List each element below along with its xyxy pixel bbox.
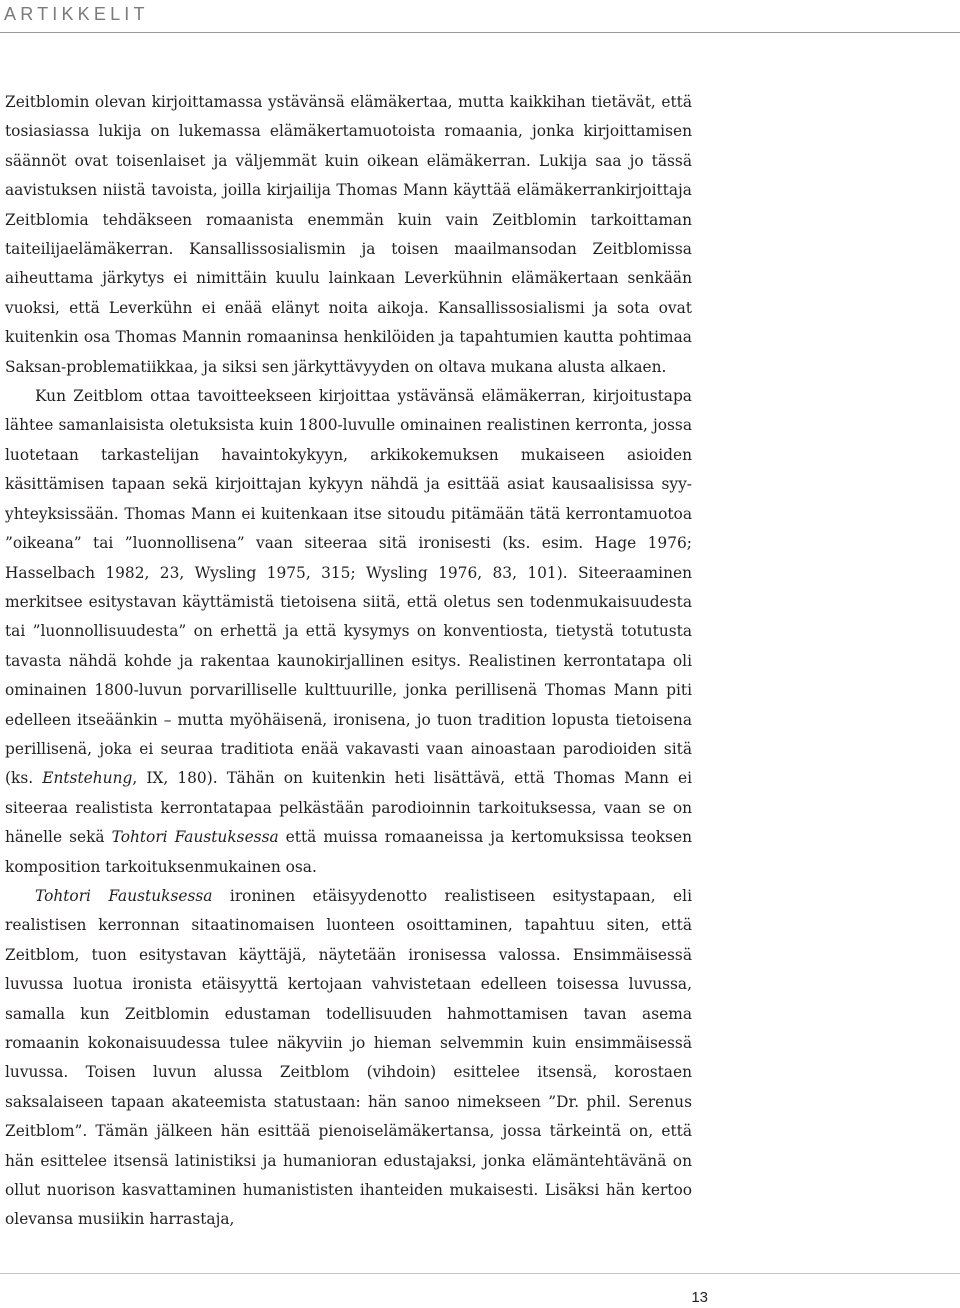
work-title-tohtori-faustus: Tohtori Faustuksessa <box>111 828 279 847</box>
work-title-tohtori-faustus: Tohtori Faustuksessa <box>35 886 213 905</box>
article-body <box>5 88 692 1235</box>
header-divider <box>0 32 960 33</box>
paragraph-text: Zeitblomin olevan kirjoittamassa ystävänsä elämäkertaa, mutta kaikkihan tietävät, että tosiasiassa lukija on lukemassa elämäkertamuotoista romaania, jonka kirjoittamisen säännöt ovat toisenlaiset ja väljemmät kuin oikean elämäkerran. Lukija saa jo tässä aavistuksen niistä tavoista, joilla kirjailija Thomas Mann käyttää elämäkerrankirjoittaja Zeitblomia tehdäkseen romaanista enemmän kuin vain Zeitblomin tarkoittaman taiteilijaelämäkerran. Kansallissosialismin ja toisen maailmansodan Zeitblomissa aiheuttama järkytys ei nimittäin kuulu lainkaan Leverkühnin elämäkertaan senkään vuoksi, että Leverkühn ei enää elänyt noita aikoja. Kansallissosialismi ja sota ovat kuitenkin osa Thomas Mannin romaaninsa henkilöiden ja tapahtumien kautta pohtimaa Saksan-problematiikkaa, ja siksi sen järkyttävyyden on oltava mukana alusta alkaen. <box>5 93 692 376</box>
work-title-entstehung: Entstehung <box>42 769 133 788</box>
paragraph-text: ironinen etäisyydenotto realistiseen esitystapaan, eli realistisen kerronnan sitaatinomaisen luonteen osoittaminen, tapahtuu siten, että Zeitblom, tuon esitystavan käyttäjä, näytetään ironisessa valossa. Ensimmäisessä luvussa luotua ironista etäisyyttä kertojaan vahvistetaan edelleen toisessa luvussa, samalla kun Zeitblomin edustaman todellisuuden hahmottamisen tavan asema romaanin kokonaisuudessa tulee näkyviin jo hieman selvemmin kuin ensimmäisessä luvussa. Toisen luvun alussa Zeitblom (vihdoin) esittelee itsensä, korostaen saksalaiseen tapaan akateemista statustaan: hän sanoo nimekseen ”Dr. phil. Serenus Zeitblom”. Tämän jälkeen hän esittää pienoiselämäkertansa, jossa tärkeintä on, että hän esittelee itsensä latinistiksi ja humanioran edustajaksi, jonka elämäntehtävänä on ollut nuorison kasvattaminen humanististen ihanteiden mukaisesti. Lisäksi hän kertoo olevansa musiikin harrastaja, <box>5 886 692 1229</box>
paragraph-1 <box>5 88 692 382</box>
paragraph-text: , IX, 180). Tähän on kuitenkin heti lisättävä, että Thomas Mann ei siteeraa realistista kerrontatapaa pelkästään parodioinnin tarkoituksessa, vaan se on hänelle sekä <box>5 769 692 847</box>
footer-divider <box>0 1273 960 1274</box>
paragraph-2 <box>5 382 692 882</box>
paragraph-text: Kun Zeitblom ottaa tavoitteekseen kirjoittaa ystävänsä elämäkerran, kirjoitustapa lähtee samanlaisista oletuksista kuin 1800-luvulle ominainen realistinen kerronta, jossa luotetaan tarkastelijan havaintokykyyn, arkikokemuksen mukaiseen asioiden käsittämisen tapaan sekä kirjoittajan kykyyn nähdä ja esittää asiat kausaalisissa syy-yhteyksissään. Thomas Mann ei kuitenkaan itse sitoudu pitämään tätä kerrontamuotoa ”oikeana” tai ”luonnollisena” vaan siteeraa sitä ironisesti (ks. esim. Hage 1976; Hasselbach 1982, 23, Wysling 1975, 315; Wysling 1976, 83, 101). Siteeraaminen merkitsee esitystavan käyttämistä tietoisena siitä, että oletus sen todenmukaisuudesta tai ”luonnollisuudesta” on erhettä ja että kysymys on konventiosta, tietystä totutusta tavasta nähdä kohde ja rakentaa kaunokirjallinen esitys. Realistinen kerrontatapa oli ominainen 1800-luvun porvarilliselle kulttuurille, jonka perillisenä Thomas Mann piti edelleen itseäänkin – mutta myöhäisenä, ironisena, jo tuon tradition lopusta tietoisena perillisenä, joka ei seuraa traditiota enää vakavasti vaan ainoastaan parodioiden sitä (ks. <box>5 387 692 788</box>
page-number: 13 <box>691 1289 708 1306</box>
section-header: ARTIKKELIT <box>4 4 149 24</box>
paragraph-3 <box>5 882 692 1235</box>
paragraph-text: että muissa romaaneissa ja kertomuksissa teoksen komposition tarkoituksenmukainen osa. <box>5 828 692 876</box>
